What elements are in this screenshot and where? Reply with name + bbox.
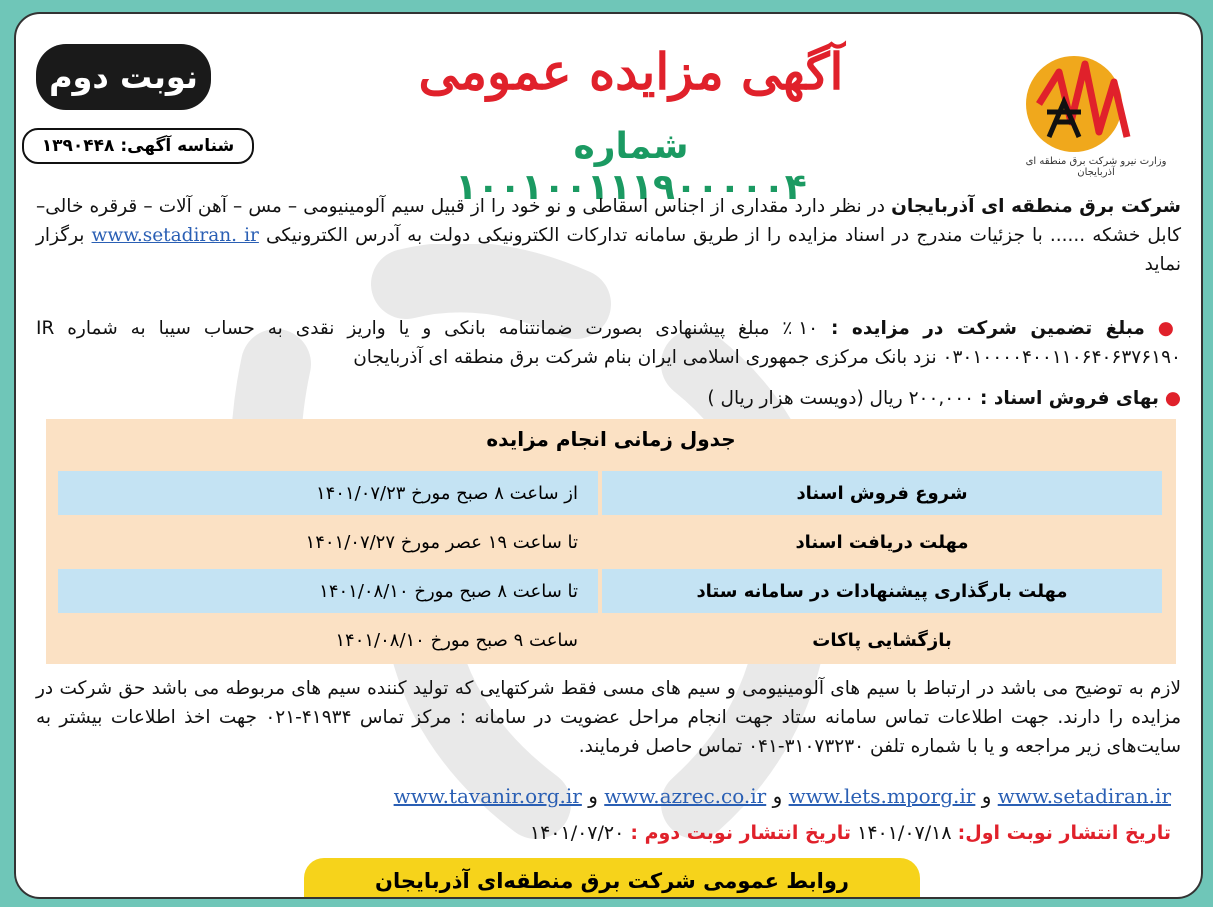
guarantee-paragraph (36, 314, 1181, 372)
row-value: تا ساعت ۱۹ عصر مورخ ۱۴۰۱/۰۷/۲۷ (58, 520, 598, 564)
row-label: بازگشایی پاکات (602, 618, 1162, 662)
row-value: ساعت ۹ صبح مورخ ۱۴۰۱/۰۸/۱۰ (58, 618, 598, 662)
publish-dates (41, 822, 1171, 844)
intro-text: در نظر دارد مقداری از اجناس اسقاطی و نو خود را از قبیل سیم آلومینیومی – مس – آهن آلات – قرقره خالی– کابل خشکه ...... با جزئیات مندرج در اسناد مزایده را از طریق سامانه تدارکات الکترونیکی دولت به آدرس الکترونیکی (36, 196, 1182, 246)
row-label: مهلت بارگذاری پیشنهادات در سامانه ستاد (602, 569, 1162, 613)
setadiran-link[interactable]: www.setadiran. ir (91, 225, 259, 246)
link-lets[interactable]: www.lets.mporg.ir (788, 784, 976, 808)
tender-number: شماره ۱۰۰۱۰۰۱۱۱۹۰۰۰۰۰۴ (455, 126, 807, 208)
link-azrec[interactable]: www.azrec.co.ir (604, 784, 767, 808)
notice-frame (14, 12, 1203, 899)
row-label: مهلت دریافت اسناد (602, 520, 1162, 564)
price-paragraph (36, 384, 1181, 413)
row-value: از ساعت ۸ صبح مورخ ۱۴۰۱/۰۷/۲۳ (58, 471, 598, 515)
guarantee-text: ۱۰ ٪ مبلغ پیشنهادی بصورت ضمانتنامه بانکی و یا واریز نقدی به حساب سیبا به شماره IR ۰۳۰۱۰۰۰۰۴۰۰۱۱۰۶۴۰۶۳۷۶۱۹۰ نزد بانک مرکزی جمهوری اسلامی ایران بنام شرکت برق منطقه ای آذربایجان (36, 318, 1181, 368)
price-label: بهای فروش اسناد : (979, 388, 1159, 409)
company-name: شرکت برق منطقه ای آذربایجان (891, 196, 1181, 217)
intro-text-end: برگزار نماید (36, 225, 1181, 275)
links-line (41, 784, 1171, 808)
first-date-label: تاریخ انتشار نوبت اول: (957, 822, 1171, 844)
round-badge: نوبت دوم (36, 44, 211, 110)
link-separator: و (981, 784, 992, 808)
link-setadiran[interactable]: www.setadiran.ir (997, 784, 1171, 808)
table-row (58, 471, 1162, 515)
price-text: ۲۰۰,۰۰۰ ریال (دویست هزار ریال ) (707, 388, 980, 409)
table-row (58, 569, 1162, 613)
bullet-icon: ● (1164, 388, 1181, 409)
notes-paragraph: لازم به توضیح می باشد در ارتباط با سیم های آلومینیومی و سیم های مسی فقط شرکتهایی که تولید کننده سیم های مربوطه می باشد حق شرکت در مزایده را دارند. جهت اطلاعات تماس سامانه ستاد جهت انجام مراحل عضویت در سامانه : مرکز تماس ۴۱۹۳۴-۰۲۱ جهت اخذ اطلاعات بیشتر به سایت‌های زیر مراجعه و یا با شماره تلفن ۳۱۰۷۳۲۳۰-۰۴۱ تماس حاصل فرمایند. (36, 678, 1181, 757)
intro-paragraph (36, 192, 1181, 279)
page-title: آگهی مزایده عمومی (418, 42, 844, 101)
row-label: شروع فروش اسناد (602, 471, 1162, 515)
table-row (58, 618, 1162, 662)
link-separator: و (588, 784, 598, 808)
table-row (58, 520, 1162, 564)
footer-banner: روابط عمومی شرکت برق منطقه‌ای آذربایجان (304, 858, 920, 899)
logo-caption: وزارت نیرو شرکت برق منطقه ای آذربایجان (1025, 156, 1167, 178)
link-separator: و (772, 784, 783, 808)
schedule-title: جدول زمانی انجام مزایده (486, 427, 736, 451)
row-value: تا ساعت ۸ صبح مورخ ۱۴۰۱/۰۸/۱۰ (58, 569, 598, 613)
second-date-value: ۱۴۰۱/۰۷/۲۰ (529, 822, 625, 844)
first-date-value: ۱۴۰۱/۰۷/۱۸ (851, 822, 958, 844)
schedule-table (46, 419, 1176, 664)
link-tavanir[interactable]: www.tavanir.org.ir (393, 784, 582, 808)
second-date-label: تاریخ انتشار نوبت دوم : (630, 822, 852, 844)
ad-code: شناسه آگهی: ۱۳۹۰۴۴۸ (22, 128, 254, 164)
bullet-icon: ● (1157, 318, 1181, 339)
guarantee-label: مبلغ تضمین شرکت در مزایده : (831, 318, 1145, 339)
